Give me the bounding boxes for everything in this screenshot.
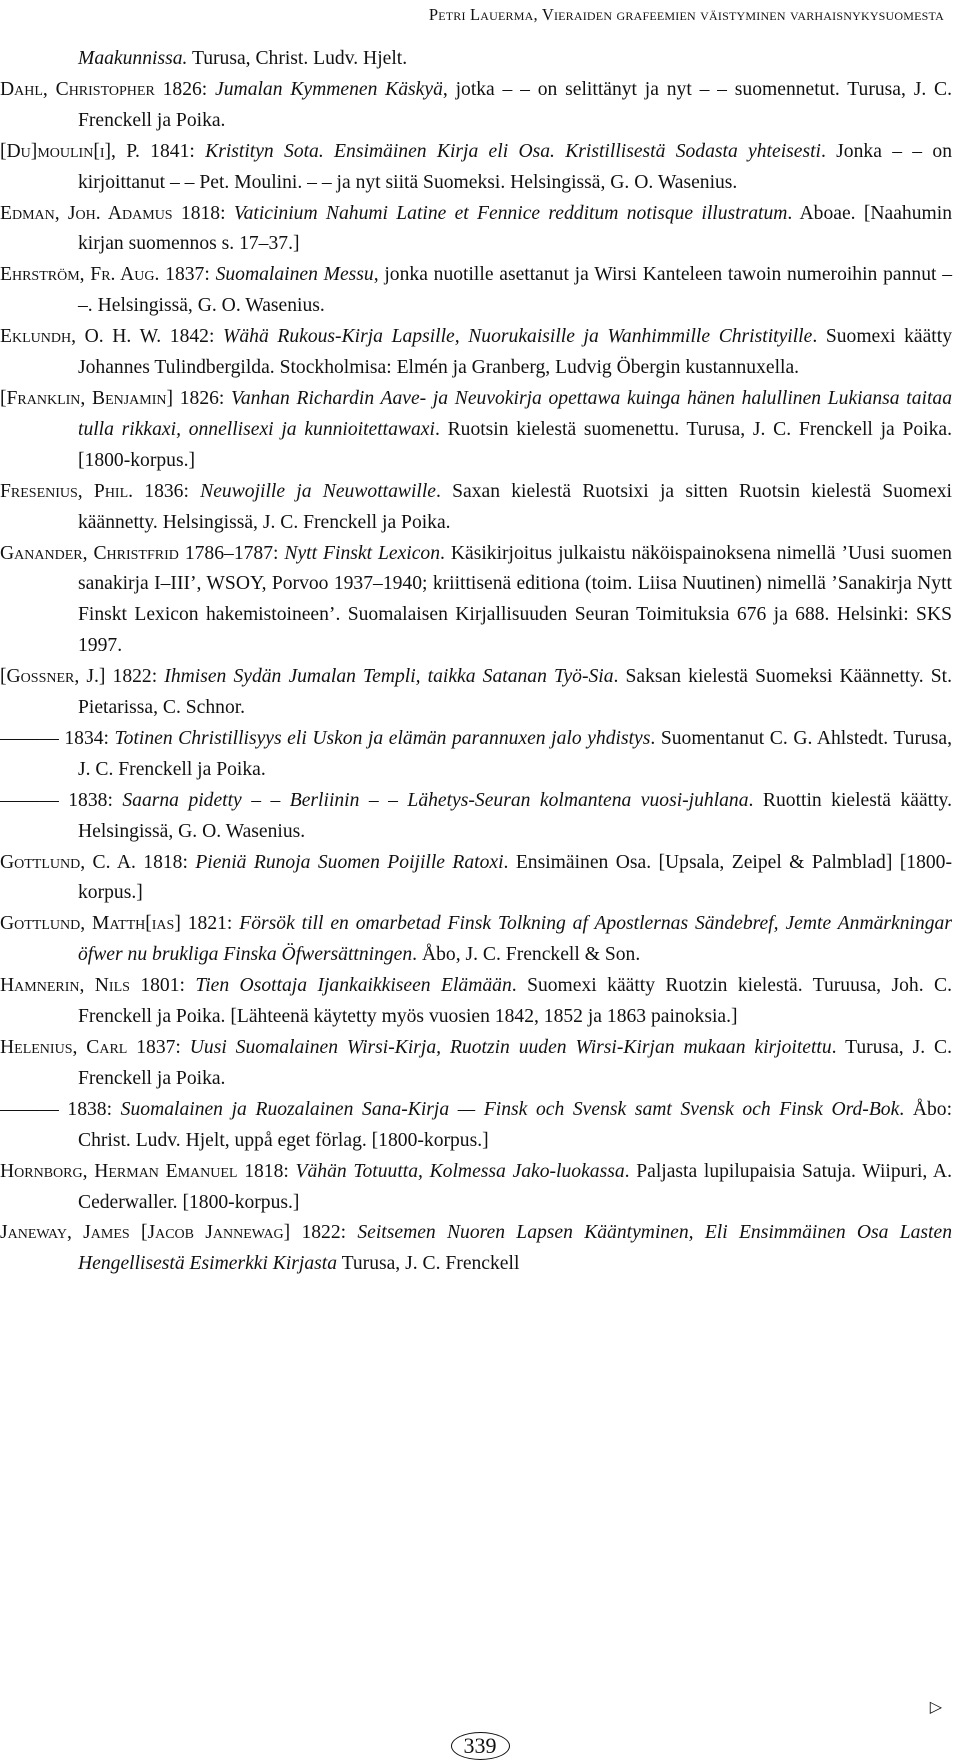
entry-author: Ganander, Christfrid (0, 542, 179, 564)
bibliography-entry (0, 260, 952, 322)
bibliography-entry (0, 662, 952, 724)
entry-author: i (99, 140, 105, 162)
entry-text: Turusa, J. C. Frenckell (337, 1253, 520, 1275)
entry-title: Pieniä Runoja Suomen Poijille Ratoxi (195, 851, 504, 873)
bibliography-entry (0, 477, 952, 539)
running-head: Petri Lauerma, Vieraiden grafeemien väistyminen varhaisnykysuomesta (428, 5, 944, 24)
entry-author: Franklin, Benjamin (6, 387, 167, 409)
entry-text: [ (0, 666, 7, 688)
entry-text: . Suomexi käätty Ruotzin kielestä. Turuusa, Joh. C. Frenckell ja Poika. [Lähteenä käytetty myös vuosien 1842, 1852 ja 1863 painoksia.] (78, 975, 952, 1028)
entry-text: Turusa, Christ. Ludv. Hjelt. (187, 48, 408, 69)
entry-title: Maakunnissa. (78, 48, 188, 69)
entry-title: Tien Osottaja Ijankaikkiseen Elämään (195, 975, 512, 997)
entry-author: Jacob Jannewag (147, 1222, 284, 1244)
bibliography-entry (0, 1157, 952, 1219)
entry-author: Eklundh, O. H. W. (0, 326, 162, 348)
entry-text: 1786–1787: (178, 542, 285, 564)
bibliography-entry (0, 322, 952, 384)
entry-text: 1801: (129, 975, 196, 997)
entry-author: Du (6, 140, 31, 162)
bibliography-entry (0, 44, 952, 75)
entry-author: ias (151, 913, 175, 935)
entry-text: . Ruotsin kielestä suomenettu. Turusa, J. C. Frenckell ja Poika. [1800-korpus.] (78, 418, 953, 471)
bibliography-list (0, 44, 960, 1280)
entry-author: Gottlund, C. A. (0, 851, 136, 873)
entry-text: ] 1822: (98, 666, 165, 688)
entry-text: 1818: (135, 851, 196, 873)
entry-author: Fresenius, Phil. (0, 480, 134, 502)
entry-title: Saarna pidetty – – Berliinin – – Lähetys-Seuran kolmantena vuosi-juhlana (122, 789, 749, 811)
entry-text: ] 1826: (166, 387, 232, 409)
entry-author: Hamnerin, Nils (0, 975, 130, 997)
entry-text: 1826: (154, 78, 216, 100)
entry-title: Seitsemen Nuoren Lapsen Kääntyminen, Eli Ensimmäinen Osa Lasten Hengellisestä Esimerkki Kirjasta (78, 1222, 952, 1275)
entry-author: Gottlund, Matth (0, 913, 146, 935)
entry-text: . Saksan kielestä Suomeksi Käännetty. St. Pietarissa, C. Schnor. (78, 666, 953, 719)
entry-author: Janeway, James (0, 1222, 130, 1244)
entry-text: . Suomentanut C. G. Ahlstedt. Turusa, J. C. Frenckell ja Poika. (78, 727, 952, 780)
entry-title: Totinen Christillisyys eli Uskon ja elämän parannuxen jalo yhdistys (114, 727, 651, 749)
entry-title: Ihmisen Sydän Jumalan Templi, taikka Satanan Työ-Sia (164, 666, 614, 688)
entry-text: 1842: (161, 326, 224, 348)
entry-text: 1836: (133, 480, 201, 502)
bibliography-entry (0, 1033, 952, 1095)
entry-text: [ (129, 1222, 148, 1244)
entry-text: [ (145, 913, 152, 935)
entry-title: Vanhan Richardin Aave- ja Neuvokirja opettawa kuinga hänen halullinen Lukiansa taitaa tulla rikkaxi, onnellisexi ja kunnioitettawaxi (78, 387, 952, 440)
bibliography-entry (0, 137, 952, 199)
bibliography-entry (0, 384, 952, 477)
entry-author: moulin (37, 140, 94, 162)
entry-author: Hornborg, Herman Emanuel (0, 1160, 238, 1182)
entry-text: [ (0, 140, 7, 162)
entry-author: Ehrström, Fr. Aug. (0, 264, 160, 286)
entry-text: 1837: (159, 264, 216, 286)
entry-text: [ (93, 140, 100, 162)
bibliography-entry (0, 539, 952, 663)
entry-text: . Jonka – – on kirjoittanut – – Pet. Moulini. – – ja nyt siitä Suomeksi. Helsingissä, G. O. Wasenius. (78, 140, 952, 193)
entry-title: Neuwojille ja Neuwottawille (200, 480, 436, 502)
entry-text: ] 1821: (174, 913, 240, 935)
entry-text: ——— 1838: (0, 789, 123, 811)
bibliography-entry (0, 971, 952, 1033)
bibliography-entry (0, 724, 952, 786)
entry-author: Helenius, Carl (0, 1037, 128, 1058)
entry-text: 1818: (172, 202, 234, 224)
entry-text: 1818: (237, 1160, 296, 1182)
bibliography-entry (0, 786, 952, 848)
entry-author: Edman, Joh. Adamus (0, 202, 173, 224)
entry-title: Suomalainen Messu (215, 264, 374, 286)
continue-arrow-icon: ▷ (929, 1699, 942, 1716)
entry-text: . Ruottin kielestä käätty. Helsingissä, G. O. Wasenius. (78, 789, 952, 842)
entry-text: ] (30, 140, 38, 162)
entry-author: Gossner, J. (6, 666, 99, 688)
entry-text: ——— 1834: (0, 727, 115, 749)
bibliography-entry (0, 1095, 952, 1157)
entry-title: Vähän Totuutta, Kolmessa Jako-luokassa (295, 1160, 625, 1182)
entry-text: ], P. 1841: (104, 140, 206, 162)
entry-text: , jonka nuotille asettanut ja Wirsi Kanteleen tawoin numeroihin pannut – –. Helsingissä, G. O. Wasenius. (78, 264, 952, 317)
entry-text: . Aboae. [Naahumin kirjan suomennos s. 17–37.] (78, 202, 952, 255)
entry-text: . Åbo: Christ. Ludv. Hjelt, uppå eget förlag. [1800-korpus.] (78, 1098, 953, 1151)
entry-author: Dahl, Christopher (0, 78, 155, 100)
bibliography-entry (0, 1218, 952, 1280)
entry-text: . Turusa, J. C. Frenckell ja Poika. (78, 1037, 952, 1089)
entry-text: . Paljasta lupilupaisia Satuja. Wiipuri, A. Cederwaller. [1800-korpus.] (78, 1160, 952, 1213)
entry-text: . Saxan kielestä Ruotsixi ja sitten Ruotsin kielestä Suomexi käännetty. Helsingissä, J. C. Frenckell ja Poika. (78, 480, 952, 533)
entry-text: . Åbo, J. C. Frenckell & Son. (412, 944, 641, 966)
entry-title: Nytt Finskt Lexicon (284, 542, 441, 564)
entry-title: Vaticinium Nahumi Latine et Fennice redditum notisque illustratum (233, 202, 788, 224)
entry-title: Uusi Suomalainen Wirsi-Kirja, Ruotzin uuden Wirsi-Kirjan mukaan kirjoitettu (189, 1037, 832, 1058)
entry-text: [ (0, 387, 7, 409)
entry-text: 1837: (127, 1037, 190, 1058)
entry-text: , jotka – – on selittänyt ja nyt – – suomennetut. Turusa, J. C. Frenckell ja Poika. (78, 78, 952, 131)
bibliography-entry (0, 199, 952, 261)
entry-text: . Ensimäinen Osa. [Upsala, Zeipel & Palmblad] [1800-korpus.] (78, 851, 952, 904)
bibliography-entry (0, 75, 952, 137)
entry-text: ——— 1838: (0, 1098, 121, 1120)
entry-text: ] 1822: (283, 1222, 358, 1244)
entry-title: Jumalan Kymmenen Käskyä (215, 78, 443, 100)
entry-title: Suomalainen ja Ruozalainen Sana-Kirja — Finsk och Svensk samt Svensk och Finsk Ord-Bok (120, 1098, 900, 1120)
bibliography-entry (0, 848, 952, 910)
page-number-oval: 339 (451, 1732, 510, 1760)
bibliography-entry (0, 909, 952, 971)
entry-text: . Käsikirjoitus julkaistu näköispainoksena nimellä ’Uusi suomen sanakirja I–III’, WSOY, Porvoo 1937–1940; kriittisenä editiona (toim. Liisa Nuutinen) nimellä ’Sanakirja Nytt Finskt Lexicon hakemistoineen’. Suomalaisen Kirjallisuuden Seuran Toimituksia 676 ja 688. Helsinki: SKS 1997. (78, 542, 952, 657)
entry-title: Wähä Rukous-Kirja Lapsille, Nuorukaisille ja Wanhimmille Christityille (223, 326, 813, 348)
entry-title: Kristityn Sota. Ensimäinen Kirja eli Osa. Kristillisestä Sodasta yhteisesti (205, 140, 821, 162)
page-number (0, 1732, 960, 1760)
entry-text: . Suomexi käätty Johannes Tulindbergilda. Stockholmisa: Elmén ja Granberg, Ludvig Öbergin kustannuxella. (78, 326, 952, 379)
entry-title: Försök till en omarbetad Finsk Tolkning af Apostlernas Sändebref, Jemte Anmärkningar öfwer nu brukliga Finska Öfwersättningen (78, 913, 952, 966)
